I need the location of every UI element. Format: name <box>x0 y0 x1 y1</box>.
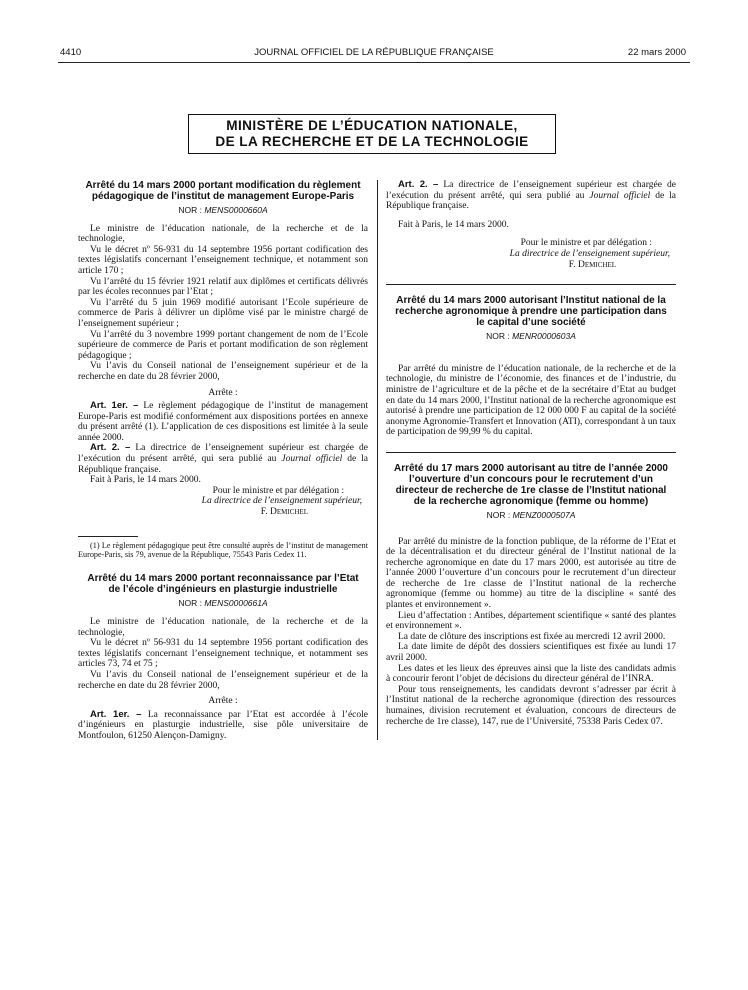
article-text: de la République française. <box>386 190 677 212</box>
decree-title: Arrêté du 14 mars 2000 portant reconnaissance par l’Etat de l’école d’ingénieurs en plasturgie industrielle <box>87 573 359 596</box>
journal-officiel-ref: Journal officiel <box>589 190 651 201</box>
article-label: Art. 2. – <box>90 442 131 454</box>
paragraph: Par arrêté du ministre de l’éducation nationale, de la recherche et de la technologie, du ministre de l’économie, des finances et de l’industrie, du ministre de l’agriculture et de la pêche et de la secrétaire d’Etat au budget en date du 14 mars 2000, l’Institut national de la recherche agronomique est autorisé à prendre une participation de 12 000 000 F au capital de la société anonyme Agronomie-Transfert et Innovation (ATI), correspondant à un taux de participation de 99,99 % du capital. <box>386 363 676 438</box>
paragraph: Lieu d’affectation : Antibes, département scientifique « santé des plantes et environnement ». <box>386 610 676 632</box>
paragraph: Vu l’avis du Conseil national de l’enseignement supérieur et de la recherche en date du 28 février 2000, <box>78 361 368 382</box>
article-text: La reconnaissance par l’Etat est accordée à l’école d’ingénieurs en plasturgie industrielle, sise pôle universitaire de Montfoulon, 61250 Alençon-Damigny. <box>78 709 368 741</box>
arrete-heading: Arrête : <box>208 696 238 707</box>
paragraph: La date limite de dépôt des dossiers scientifiques est fixée au lundi 17 avril 2000. <box>386 642 676 664</box>
decree-plasturgie <box>78 573 368 741</box>
right-column <box>386 180 676 727</box>
ministry-box <box>188 114 556 154</box>
decree-inra-participation <box>386 295 676 438</box>
signature-name: F. Demichel <box>260 507 308 518</box>
nor-reference <box>78 598 368 609</box>
column-divider <box>377 180 378 740</box>
signature-date: Fait à Paris, le 14 mars 2000. <box>90 475 201 486</box>
journal-officiel-ref: Journal officiel <box>281 454 343 465</box>
paragraph: Les dates et les lieux des épreuves ainsi que la liste des candidats admis à concourir feront l’objet de décisions du directeur général de l’INRA. <box>386 663 676 685</box>
article-1 <box>78 401 368 443</box>
nor-code: MENS0000661A <box>204 598 268 609</box>
nor-label: NOR : <box>486 509 511 520</box>
article-label: Art. 1er. – <box>90 400 139 412</box>
ministry-line-1: MINISTÈRE DE L’ÉDUCATION NATIONALE, <box>226 118 518 133</box>
article-text: La directrice de l’enseignement supérieur est chargée de l’exécution du présent arrêté, qui sera publié au <box>386 180 676 201</box>
decree-title: Arrêté du 14 mars 2000 portant modification du règlement pédagogique de l’institut de management Europe-Paris <box>85 180 361 202</box>
paragraph: Pour tous renseignements, les candidats devront s’adresser par écrit à l’Institut national de la recherche agronomique (direction des ressources humaines, division recrutement et évaluation, concours de directeurs de recherche de 1re classe), 147, rue de l’Université, 75338 Paris Cedex 07. <box>386 684 676 727</box>
decree-plasturgie-continued <box>386 180 676 270</box>
article-text: de la République française. <box>78 454 369 475</box>
section-separator <box>386 284 676 285</box>
arrete-heading: Arrête : <box>208 387 238 398</box>
signature-role: La directrice de l’enseignement supérieur, <box>509 248 670 259</box>
article-text: La directrice de l’enseignement supérieur est chargée de l’exécution du présent arrêté, qui sera publié au <box>78 443 368 465</box>
nor-label: NOR : <box>178 598 202 609</box>
nor-label: NOR : <box>486 331 510 342</box>
article-label: Art. 1er. – <box>90 708 142 720</box>
nor-label: NOR : <box>178 205 202 215</box>
paragraph: Vu l’avis du Conseil national de l’enseignement supérieur et de la recherche en date du 28 février 2000, <box>78 670 368 691</box>
paragraph: Le ministre de l’éducation nationale, de la recherche et de la technologie, <box>78 223 368 245</box>
decree-inra-concours <box>386 463 676 727</box>
issue-date: 22 mars 2000 <box>627 47 686 58</box>
signature-delegation: Pour le ministre et par délégation : <box>212 485 344 496</box>
paragraph: La date de clôture des inscriptions est fixée au mercredi 12 avril 2000. <box>398 631 666 642</box>
footnote: (1) Le règlement pédagogique peut être consulté auprès de l’institut de management Europe-Paris, sis 79, avenue de la République, 75543 Paris Cedex 11. <box>78 540 368 560</box>
decree-management-europe-paris <box>78 180 368 559</box>
nor-code: MENR0000603A <box>512 331 576 342</box>
nor-reference <box>386 331 676 342</box>
nor-reference <box>78 205 368 216</box>
header-rule <box>58 62 690 63</box>
paragraph: Vu l’arrêté du 3 novembre 1999 portant changement de nom de l’Ecole supérieure de commerce de Paris et portant modification de son règlement pédagogique ; <box>78 329 368 361</box>
paragraph: Vu l’arrêté du 15 février 1921 relatif aux diplômes et certificats délivrés par les écoles reconnues par l’Etat ; <box>78 276 368 298</box>
page-number: 4410 <box>60 47 82 58</box>
article-text: Le règlement pédagogique de l’institut de management Europe-Paris est modifié conformément aux dispositions portées en annexe du présent arrêté (1). L’application de ces dispositions est limitée à la seule année 2000. <box>78 401 368 443</box>
left-column <box>78 180 368 742</box>
signature-delegation: Pour le ministre et par délégation : <box>520 238 652 249</box>
paragraph: Vu le décret nº 56-931 du 14 septembre 1956 portant codification des textes législatifs concernant l’enseignement technique, et notamment ses articles 73, 74 et 75 ; <box>78 638 368 670</box>
paragraph: Vu l’arrêté du 5 juin 1969 modifié autorisant l’Ecole supérieure de commerce de Paris à délivrer un diplôme visé par le ministre chargé de l’enseignement supérieur ; <box>78 297 368 329</box>
journal-title: JOURNAL OFFICIEL DE LA RÉPUBLIQUE FRANÇAISE <box>254 47 494 58</box>
paragraph: Le ministre de l’éducation nationale, de la recherche et de la technologie, <box>78 617 368 638</box>
decree-title: Arrêté du 14 mars 2000 autorisant l’Institut national de la recherche agronomique à prendre une participation dans le capital d’une société <box>395 295 667 329</box>
footnote-rule <box>78 536 138 537</box>
signature-date: Fait à Paris, le 14 mars 2000. <box>398 219 509 230</box>
decree-title: Arrêté du 17 mars 2000 autorisant au titre de l’année 2000 l’ouverture d’un concours pour le recrutement d’un directeur de recherche de 1re classe de l’Institut national de la recherche agronomique (femme ou homme) <box>393 462 668 507</box>
article-1 <box>78 710 368 742</box>
paragraph: Vu le décret nº 56-931 du 14 septembre 1956 portant codification des textes législatifs concernant l’enseignement technique, et notamment son article 170 ; <box>78 244 368 276</box>
article-label: Art. 2. – <box>398 179 439 190</box>
section-separator <box>386 452 676 453</box>
article-2 <box>386 180 676 212</box>
article-2 <box>78 443 368 475</box>
nor-reference <box>386 510 676 521</box>
nor-code: MENS0000660A <box>204 205 268 215</box>
signature-name: F. Demichel <box>568 259 616 270</box>
ministry-line-2: DE LA RECHERCHE ET DE LA TECHNOLOGIE <box>215 134 529 149</box>
nor-code: MENZ0000507A <box>512 509 576 520</box>
paragraph: Par arrêté du ministre de la fonction publique, de la réforme de l’Etat et de la décentralisation et du directeur général de l’Institut national de la recherche agronomique en date du 17 mars 2000, est autorisée au titre de l’année 2000 l’ouverture d’un concours pour le recrutement d’un directeur de recherche de 1re classe de l’Institut national de la recherche agronomique (femme ou homme) au titre de la discipline « santé des plantes et environnement ». <box>386 536 676 611</box>
signature-role: La directrice de l’enseignement supérieur, <box>201 496 362 507</box>
